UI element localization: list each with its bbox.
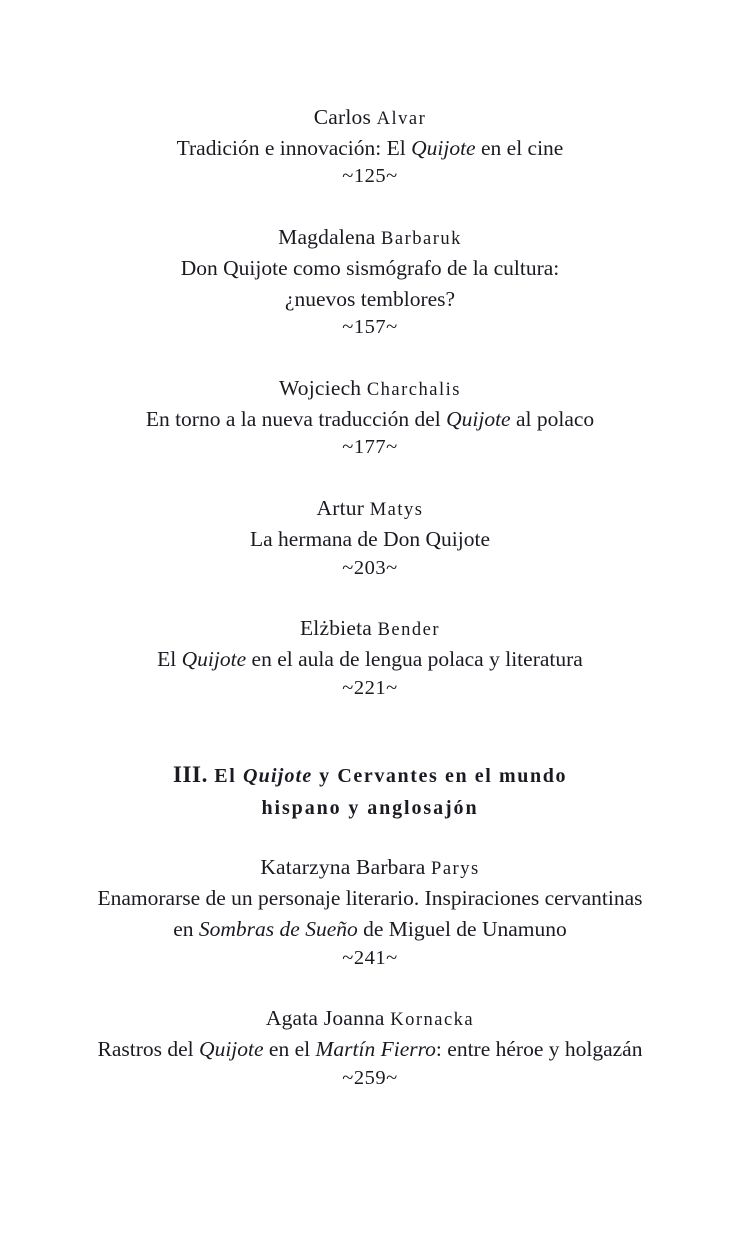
entry-author bbox=[40, 495, 700, 523]
title-italic-part: Quijote bbox=[199, 1036, 264, 1061]
author-last-name: Matys bbox=[369, 500, 424, 521]
title-italic-part: Quijote bbox=[181, 646, 247, 671]
author-first-name: Carlos bbox=[313, 105, 377, 129]
toc-entry bbox=[40, 854, 700, 971]
title-part-end: en el cine bbox=[475, 135, 564, 160]
entry-title: Enamorarse de un personaje literario. Inspiraciones cervantinas bbox=[97, 886, 643, 911]
author-last-name: Parys bbox=[431, 859, 480, 880]
title-italic-part-2: Martín Fierro bbox=[315, 1036, 436, 1061]
author-first-name: Wojciech bbox=[279, 376, 367, 401]
title-part: En torno a la nueva traducción del bbox=[145, 406, 447, 431]
table-of-contents bbox=[40, 104, 700, 1091]
entry-page-number: ~221~ bbox=[342, 676, 398, 699]
section-word-quijote: Quijote bbox=[243, 765, 313, 788]
section-numeral: III. bbox=[172, 762, 215, 788]
author-first-name: Elżbieta bbox=[299, 616, 378, 641]
section-heading-line2: hispano y anglosajón bbox=[261, 797, 479, 820]
section-heading bbox=[40, 759, 700, 822]
author-last-name: Alvar bbox=[376, 109, 427, 129]
section-word-tail: en el mundo bbox=[438, 765, 568, 788]
toc-entry bbox=[40, 495, 700, 581]
author-first-name: Artur bbox=[316, 496, 370, 521]
title-part: en bbox=[173, 916, 199, 941]
entry-author bbox=[40, 224, 700, 252]
entry-title bbox=[40, 254, 700, 283]
entry-page-number: ~157~ bbox=[342, 316, 398, 339]
title-italic-part: Sombras de Sueño bbox=[198, 916, 358, 941]
toc-entry bbox=[40, 375, 700, 461]
entry-page-number: ~259~ bbox=[342, 1066, 398, 1089]
title-part-end: al polaco bbox=[510, 406, 595, 431]
entry-title-line2 bbox=[40, 915, 700, 944]
entry-title bbox=[40, 134, 700, 163]
entry-page-number: ~177~ bbox=[342, 436, 398, 459]
author-last-name: Bender bbox=[377, 620, 441, 641]
title-italic-part: Quijote bbox=[411, 135, 476, 160]
toc-entry bbox=[40, 104, 700, 190]
author-last-name: Kornacka bbox=[390, 1010, 475, 1031]
title-part: El bbox=[157, 646, 182, 671]
section-heading-line1 bbox=[40, 759, 700, 790]
title-part: Don Quijote como sismógrafo de la cultura: bbox=[180, 255, 560, 280]
title-part: Tradición e innovación: El bbox=[176, 135, 412, 160]
title-italic-part: Quijote bbox=[446, 406, 511, 431]
title-part-end: en el aula de lengua polaca y literatura bbox=[246, 646, 583, 671]
entry-page-number: ~241~ bbox=[342, 946, 398, 969]
entry-title bbox=[40, 405, 700, 434]
entry-page-number: ~125~ bbox=[342, 165, 398, 188]
author-first-name: Agata Joanna bbox=[265, 1006, 391, 1031]
entry-author bbox=[40, 104, 700, 132]
title-part-end: : entre héroe y holgazán bbox=[435, 1036, 643, 1061]
section-word-y: y bbox=[312, 765, 338, 788]
toc-entry bbox=[40, 615, 700, 701]
title-part: Rastros del bbox=[97, 1036, 200, 1061]
author-last-name: Barbaruk bbox=[381, 229, 462, 250]
author-first-name: Katarzyna Barbara bbox=[260, 855, 432, 880]
entry-title bbox=[40, 1035, 700, 1064]
author-first-name: Magdalena bbox=[278, 225, 382, 250]
section-word-cervantes: Cervantes bbox=[337, 765, 439, 788]
entry-title bbox=[40, 645, 700, 674]
entry-author bbox=[40, 854, 700, 882]
section-word-el: El bbox=[214, 765, 243, 788]
entry-author bbox=[40, 615, 700, 643]
entry-author bbox=[40, 1005, 700, 1033]
author-last-name: Charchalis bbox=[366, 380, 461, 401]
title-mid: en el bbox=[263, 1036, 316, 1061]
toc-entry bbox=[40, 1005, 700, 1091]
title-part-end: de Miguel de Unamuno bbox=[357, 916, 567, 941]
entry-page-number: ~203~ bbox=[342, 556, 398, 579]
toc-entry bbox=[40, 224, 700, 341]
entry-title: La hermana de Don Quijote bbox=[250, 526, 490, 551]
entry-title-line2: ¿nuevos temblores? bbox=[284, 286, 456, 311]
entry-author bbox=[40, 375, 700, 403]
